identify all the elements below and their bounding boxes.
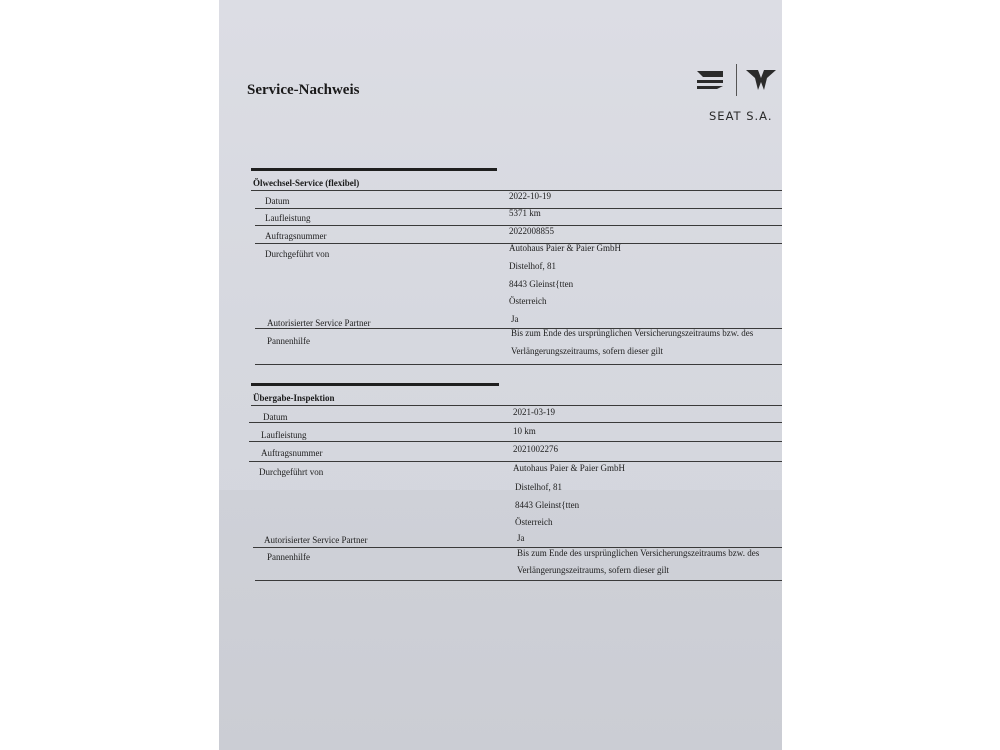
label-pannenhilfe: Pannenhilfe <box>267 336 310 346</box>
divider <box>249 422 782 423</box>
label-laufleistung: Laufleistung <box>261 430 307 440</box>
logo-divider <box>736 64 737 96</box>
section-title-inspection: Übergabe-Inspektion <box>253 393 335 403</box>
value-datum: 2022-10-19 <box>509 191 551 201</box>
value-autorisiert: Ja <box>517 533 525 543</box>
cupra-logo-icon <box>745 68 777 92</box>
divider <box>255 364 782 365</box>
label-durchgefuehrt: Durchgeführt von <box>265 249 330 259</box>
value-laufleistung: 10 km <box>513 426 536 436</box>
label-laufleistung: Laufleistung <box>265 213 311 223</box>
value-country: Österreich <box>509 296 547 306</box>
value-pannenhilfe-line2: Verlängerungszeitraums, sofern dieser gilt <box>511 346 663 356</box>
document-page <box>219 0 782 750</box>
value-city: 8443 Gleinst{tten <box>515 500 580 510</box>
value-workshop: Autohaus Paier & Paier GmbH <box>509 243 621 253</box>
divider <box>251 405 782 406</box>
page-title: Service-Nachweis <box>247 82 360 98</box>
section-title-oilchange: Ölwechsel-Service (flexibel) <box>253 178 360 188</box>
value-datum: 2021-03-19 <box>513 407 555 417</box>
paper-fold-shade <box>219 490 782 750</box>
label-autorisiert: Autorisierter Service Partner <box>264 535 368 545</box>
section-bar <box>251 383 499 386</box>
divider <box>249 441 782 442</box>
value-pannenhilfe-line2: Verlängerungszeitraums, sofern dieser gilt <box>517 565 669 575</box>
value-city: 8443 Gleinst{tten <box>509 279 574 289</box>
value-country: Österreich <box>515 517 553 527</box>
label-auftragsnummer: Auftragsnummer <box>261 448 323 458</box>
divider <box>255 580 782 581</box>
value-autorisiert: Ja <box>511 314 519 324</box>
seat-logo-icon <box>695 69 725 91</box>
value-laufleistung: 5371 km <box>509 208 541 218</box>
value-pannenhilfe-line1: Bis zum Ende des ursprünglichen Versicherungszeitraums bzw. des <box>511 328 754 338</box>
value-auftragsnummer: 2022008855 <box>509 226 554 236</box>
label-autorisiert: Autorisierter Service Partner <box>267 318 371 328</box>
value-workshop: Autohaus Paier & Paier GmbH <box>513 463 625 473</box>
label-pannenhilfe: Pannenhilfe <box>267 552 310 562</box>
section-bar <box>251 168 497 171</box>
label-durchgefuehrt: Durchgeführt von <box>259 467 324 477</box>
label-datum: Datum <box>265 196 290 206</box>
value-auftragsnummer: 2021002276 <box>513 444 558 454</box>
value-pannenhilfe-line1: Bis zum Ende des ursprünglichen Versicherungszeitraums bzw. des <box>517 548 760 558</box>
brand-block <box>689 60 782 130</box>
label-auftragsnummer: Auftragsnummer <box>265 231 327 241</box>
value-street: Distelhof, 81 <box>509 261 556 271</box>
divider <box>249 461 782 462</box>
value-street: Distelhof, 81 <box>515 482 562 492</box>
label-datum: Datum <box>263 412 288 422</box>
brand-name: SEAT S.A. <box>709 109 773 123</box>
